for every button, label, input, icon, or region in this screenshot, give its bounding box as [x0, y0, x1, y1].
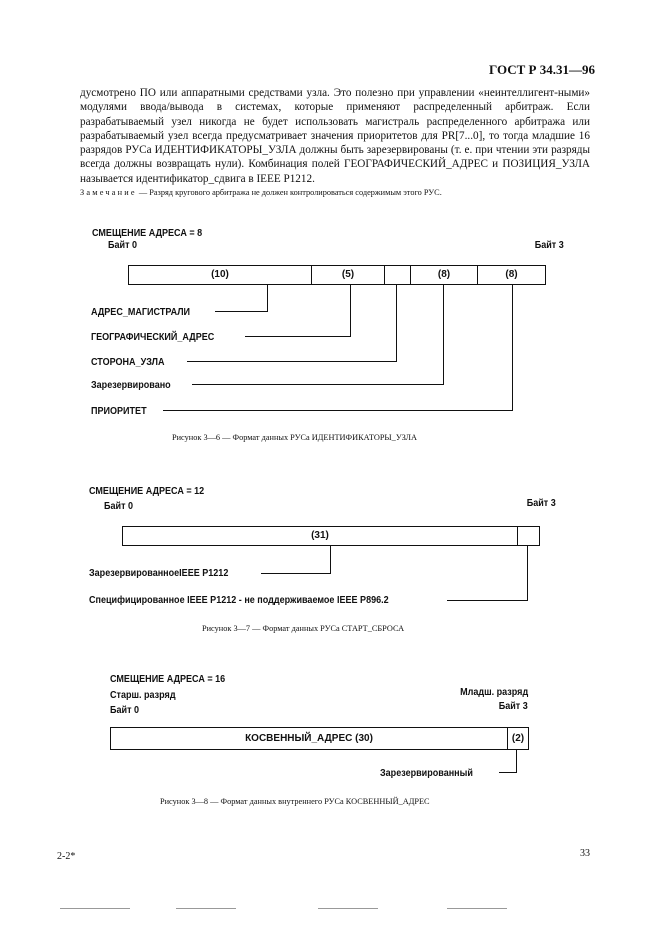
fig3-field-indirect-address: КОСВЕННЫЙ_АДРЕС (30) — [110, 727, 508, 750]
page-number: 33 — [580, 848, 590, 859]
fig1-callout-bus-address: АДРЕС_МАГИСТРАЛИ — [91, 306, 191, 318]
fig2-caption: Рисунок 3—7 — Формат данных РУСа СТАРТ_СБРОСА — [202, 624, 405, 633]
fig1-field-bus-address: (10) — [128, 265, 312, 285]
note — [80, 188, 442, 197]
fig3-msb-label: Старш. разряд — [110, 689, 176, 701]
fig1-field-node-side — [384, 265, 411, 285]
fig3-offset-label: СМЕЩЕНИЕ АДРЕСА = 16 — [110, 673, 226, 685]
fig3-byte-start: Байт 0 — [110, 704, 140, 716]
fig1-field-reserved: (8) — [410, 265, 478, 285]
fig2-field-bit-1 — [517, 526, 540, 546]
fig3-byte-end: Байт 3 — [498, 700, 528, 712]
fig1-callout-reserved: Зарезервировано — [91, 379, 171, 391]
fig3-caption: Рисунок 3—8 — Формат данных внутреннего РУСа КОСВЕННЫЙ_АДРЕС — [160, 797, 430, 806]
fig1-field-geo-address: (5) — [311, 265, 385, 285]
fig1-callout-geo-address: ГЕОГРАФИЧЕСКИЙ_АДРЕС — [91, 331, 215, 343]
fig1-callout-node-side: СТОРОНА_УЗЛА — [91, 356, 165, 368]
fig2-callout-reserved: ЗарезервированноеIEEE P1212 — [89, 567, 229, 579]
signature-mark: 2-2* — [57, 851, 76, 862]
fig2-callout-specified: Специфицированное IEEE P1212 - не поддерживаемое IEEE P896.2 — [89, 594, 389, 606]
note-label: Замечание — [80, 188, 137, 197]
fig3-field-reserved-2: (2) — [507, 727, 529, 750]
fig2-byte-end: Байт 3 — [526, 497, 556, 509]
fig2-byte-start: Байт 0 — [104, 500, 134, 512]
fig1-offset-label: СМЕЩЕНИЕ АДРЕСА = 8 — [92, 227, 203, 239]
fig2-offset-label: СМЕЩЕНИЕ АДРЕСА = 12 — [89, 485, 205, 497]
body-paragraph: дусмотрено ПО или аппаратными средствами узла. Это полезно при управлении «неинтеллигент-ными» модулями ввода/вывода в системах, которые применяют распределенный арбитраж. Если разрабатываемый узел никогда не будет использовать магистраль распределенного арбитража или разрабатываемый узел всегда предусматривает значения приоритетов для PR[7...0], то тогда младшие 16 разрядов РУСа ИДЕНТИФИКАТОРЫ_УЗЛА должны быть зарезервированы (т. е. при чтении эти разряды всегда должны возвращать нули). Комбинация полей ГЕОГРАФИЧЕСКИЙ_АДРЕС и ПОЗИЦИЯ_УЗЛА называется идентификатор_сдвига в IEEE P1212. — [80, 87, 590, 185]
note-text: — Разряд кругового арбитража не должен контролироваться содержимым этого РУС. — [136, 188, 442, 197]
fig1-field-priority: (8) — [477, 265, 546, 285]
fig1-caption: Рисунок 3—6 — Формат данных РУСа ИДЕНТИФИКАТОРЫ_УЗЛА — [172, 433, 417, 442]
fig2-field-reserved-31: (31) — [122, 526, 518, 546]
fig1-callout-priority: ПРИОРИТЕТ — [91, 405, 147, 417]
fig3-callout-reserved: Зарезервированный — [380, 767, 473, 779]
fig1-byte-end: Байт 3 — [534, 239, 564, 251]
fig1-byte-start: Байт 0 — [108, 239, 138, 251]
fig3-lsb-label: Младш. разряд — [459, 686, 528, 698]
document-standard-number: ГОСТ Р 34.31—96 — [489, 62, 595, 77]
